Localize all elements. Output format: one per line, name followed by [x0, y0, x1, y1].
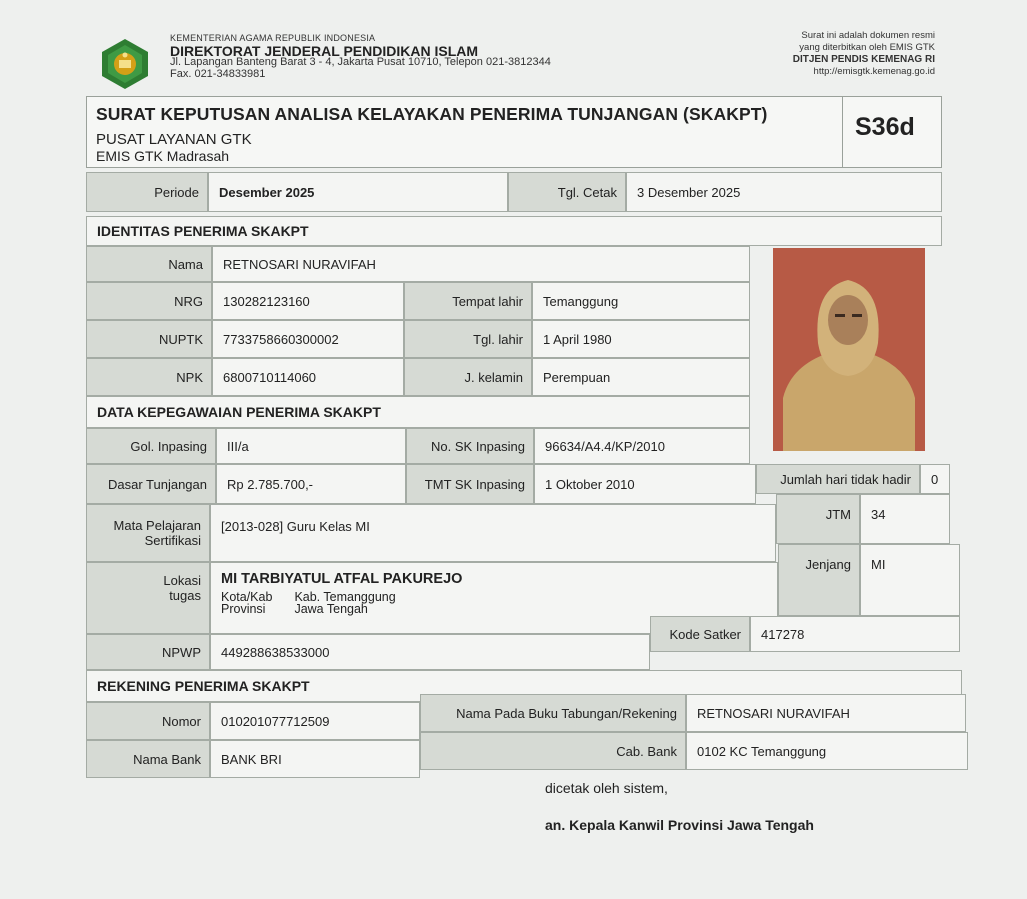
- ministry-name: KEMENTERIAN AGAMA REPUBLIK INDONESIA: [170, 33, 376, 43]
- section-account: REKENING PENERIMA SKAKPT: [86, 670, 962, 702]
- location-values: [294, 591, 395, 615]
- gol-inpasing-label: Gol. Inpasing: [86, 428, 216, 464]
- official-notice: [793, 30, 935, 78]
- lokasi-label: [86, 562, 210, 634]
- mapel-label-line: Mata Pelajaran: [113, 518, 201, 533]
- jtm-value: 34: [860, 494, 950, 544]
- recipient-photo: [773, 248, 925, 451]
- nuptk-label: NUPTK: [86, 320, 212, 358]
- tgl-lahir-label: Tgl. lahir: [404, 320, 532, 358]
- location-labels: [221, 591, 272, 615]
- lokasi-label-line: tugas: [169, 588, 201, 603]
- tmt-sk-label: TMT SK Inpasing: [406, 464, 534, 504]
- section-employment: DATA KEPEGAWAIAN PENERIMA SKAKPT: [86, 396, 750, 428]
- document-subtitle: EMIS GTK Madrasah: [96, 148, 230, 164]
- notice-url: http://emisgtk.kemenag.go.id: [813, 66, 935, 77]
- account-name-value: RETNOSARI NURAVIFAH: [686, 694, 966, 732]
- npwp-value: 449288638533000: [210, 634, 650, 670]
- provinsi-label: Provinsi: [221, 602, 266, 616]
- npk-label: NPK: [86, 358, 212, 396]
- mapel-label-line: Sertifikasi: [144, 533, 201, 548]
- kota-label: Kota/Kab: [221, 590, 273, 604]
- kota-value: Kab. Temanggung: [294, 590, 396, 604]
- nama-value: RETNOSARI NURAVIFAH: [212, 246, 750, 282]
- jenjang-value: MI: [860, 544, 960, 616]
- account-name-label: Nama Pada Buku Tabungan/Rekening: [420, 694, 686, 732]
- provinsi-value: Jawa Tengah: [294, 602, 368, 616]
- tempat-lahir-label: Tempat lahir: [404, 282, 532, 320]
- tmt-sk-value: 1 Oktober 2010: [534, 464, 756, 504]
- absent-days-value: 0: [920, 464, 950, 494]
- signature-line: an. Kepala Kanwil Provinsi Jawa Tengah: [545, 817, 814, 833]
- notice-line: yang diterbitkan oleh EMIS GTK: [799, 42, 935, 53]
- gol-inpasing-value: III/a: [216, 428, 406, 464]
- fax-line: Fax. 021-34833981: [170, 68, 266, 80]
- absent-days-label: Jumlah hari tidak hadir: [756, 464, 920, 494]
- directorate-name: DIREKTORAT JENDERAL PENDIDIKAN ISLAM: [170, 43, 479, 59]
- printed-by-system: dicetak oleh sistem,: [545, 780, 668, 796]
- npk-value: 6800710114060: [212, 358, 404, 396]
- period-value: Desember 2025: [208, 172, 508, 212]
- section-identity: IDENTITAS PENERIMA SKAKPT: [86, 216, 942, 246]
- jenjang-label: Jenjang: [778, 544, 860, 616]
- mapel-value: [2013-028] Guru Kelas MI: [210, 504, 776, 562]
- nuptk-value: 7733758660300002: [212, 320, 404, 358]
- directorate-address: [170, 56, 551, 80]
- print-date-value: 3 Desember 2025: [626, 172, 942, 212]
- jenis-kelamin-value: Perempuan: [532, 358, 750, 396]
- tempat-lahir-value: Temanggung: [532, 282, 750, 320]
- notice-line: DITJEN PENDIS KEMENAG RI: [792, 54, 935, 65]
- dasar-tunjangan-value: Rp 2.785.700,-: [216, 464, 406, 504]
- kode-satker-value: 417278: [750, 616, 960, 652]
- period-label: Periode: [86, 172, 208, 212]
- bank-branch-value: 0102 KC Temanggung: [686, 732, 968, 770]
- document-subtitle: PUSAT LAYANAN GTK: [96, 131, 252, 148]
- jenis-kelamin-label: J. kelamin: [404, 358, 532, 396]
- notice-line: Surat ini adalah dokumen resmi: [801, 30, 935, 41]
- dasar-tunjangan-label: Dasar Tunjangan: [86, 464, 216, 504]
- location-details: [221, 591, 396, 615]
- bank-branch-label: Cab. Bank: [420, 732, 686, 770]
- person-photo-icon: [773, 248, 925, 451]
- mapel-label: [86, 504, 210, 562]
- document-title: SURAT KEPUTUSAN ANALISA KELAYAKAN PENERIMA TUNJANGAN (SKAKPT): [96, 104, 768, 124]
- no-sk-value: 96634/A4.4/KP/2010: [534, 428, 750, 464]
- nrg-label: NRG: [86, 282, 212, 320]
- jtm-label: JTM: [776, 494, 860, 544]
- no-sk-label: No. SK Inpasing: [406, 428, 534, 464]
- school-name: MI TARBIYATUL ATFAL PAKUREJO: [221, 571, 463, 587]
- kode-satker-label: Kode Satker: [650, 616, 750, 652]
- bank-name-value: BANK BRI: [210, 740, 420, 778]
- print-date-label: Tgl. Cetak: [508, 172, 626, 212]
- nrg-value: 130282123160: [212, 282, 404, 320]
- npwp-label: NPWP: [86, 634, 210, 670]
- nama-label: Nama: [86, 246, 212, 282]
- bank-name-label: Nama Bank: [86, 740, 210, 778]
- account-number-value: 010201077712509: [210, 702, 420, 740]
- tgl-lahir-value: 1 April 1980: [532, 320, 750, 358]
- address-line: Jl. Lapangan Banteng Barat 3 - 4, Jakarta Pusat 10710, Telepon 021-3812344: [170, 56, 551, 68]
- lokasi-label-line: Lokasi: [163, 573, 201, 588]
- kemenag-logo-icon: [100, 38, 150, 90]
- account-number-label: Nomor: [86, 702, 210, 740]
- document-code: S36d: [855, 113, 915, 141]
